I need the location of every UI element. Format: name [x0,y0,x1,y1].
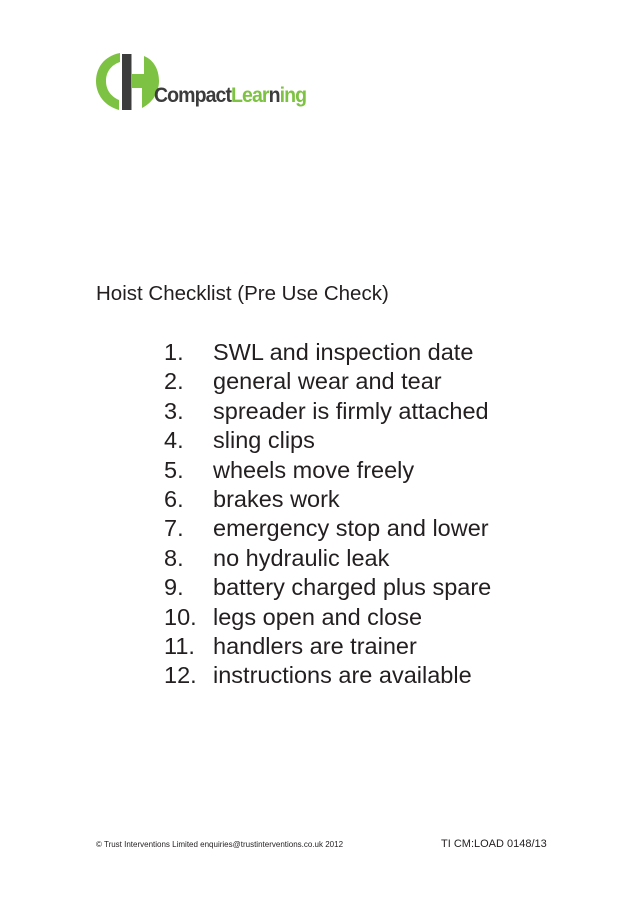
item-text: spreader is firmly attached [213,397,489,424]
item-text: wheels move freely [213,456,415,483]
item-number: 10. [164,603,197,630]
footer-reference: TI CM:LOAD 0148/13 [441,838,547,850]
item-text: handlers are trainer [213,632,417,659]
item-number: 7. [164,515,184,542]
item-text: battery charged plus spare [213,574,492,601]
logo-word-compact: Compact [154,84,232,107]
logo-wordmark [154,84,306,108]
item-text: SWL and inspection date [213,339,474,365]
footer-copyright: © Trust Interventions Limited enquiries@trustinterventions.co.uk 2012 [96,840,344,849]
item-text: no hydraulic leak [213,544,390,571]
logo-word-lear: Lear [231,84,269,107]
logo-word-n: n [268,84,280,107]
item-number: 9. [164,574,184,601]
item-text: general wear and tear [213,368,442,395]
item-number: 2. [164,368,184,395]
item-number: 6. [164,485,184,512]
item-number: 3. [164,397,184,424]
item-text: instructions are available [213,662,472,689]
compact-learning-logo [94,50,334,120]
item-text: brakes work [213,485,340,512]
logo-h-mark-icon [94,50,160,112]
item-number: 8. [164,544,184,571]
logo-word-ing: ing [279,84,307,107]
item-text: emergency stop and lower [213,515,489,542]
item-number: 5. [164,456,184,483]
item-number: 1. [164,339,184,365]
item-number: 12. [164,662,197,689]
item-text: sling clips [213,427,315,454]
page-title: Hoist Checklist (Pre Use Check) [96,282,389,305]
item-number: 4. [164,427,184,454]
item-text: legs open and close [213,603,423,630]
item-number: 11. [164,632,195,659]
